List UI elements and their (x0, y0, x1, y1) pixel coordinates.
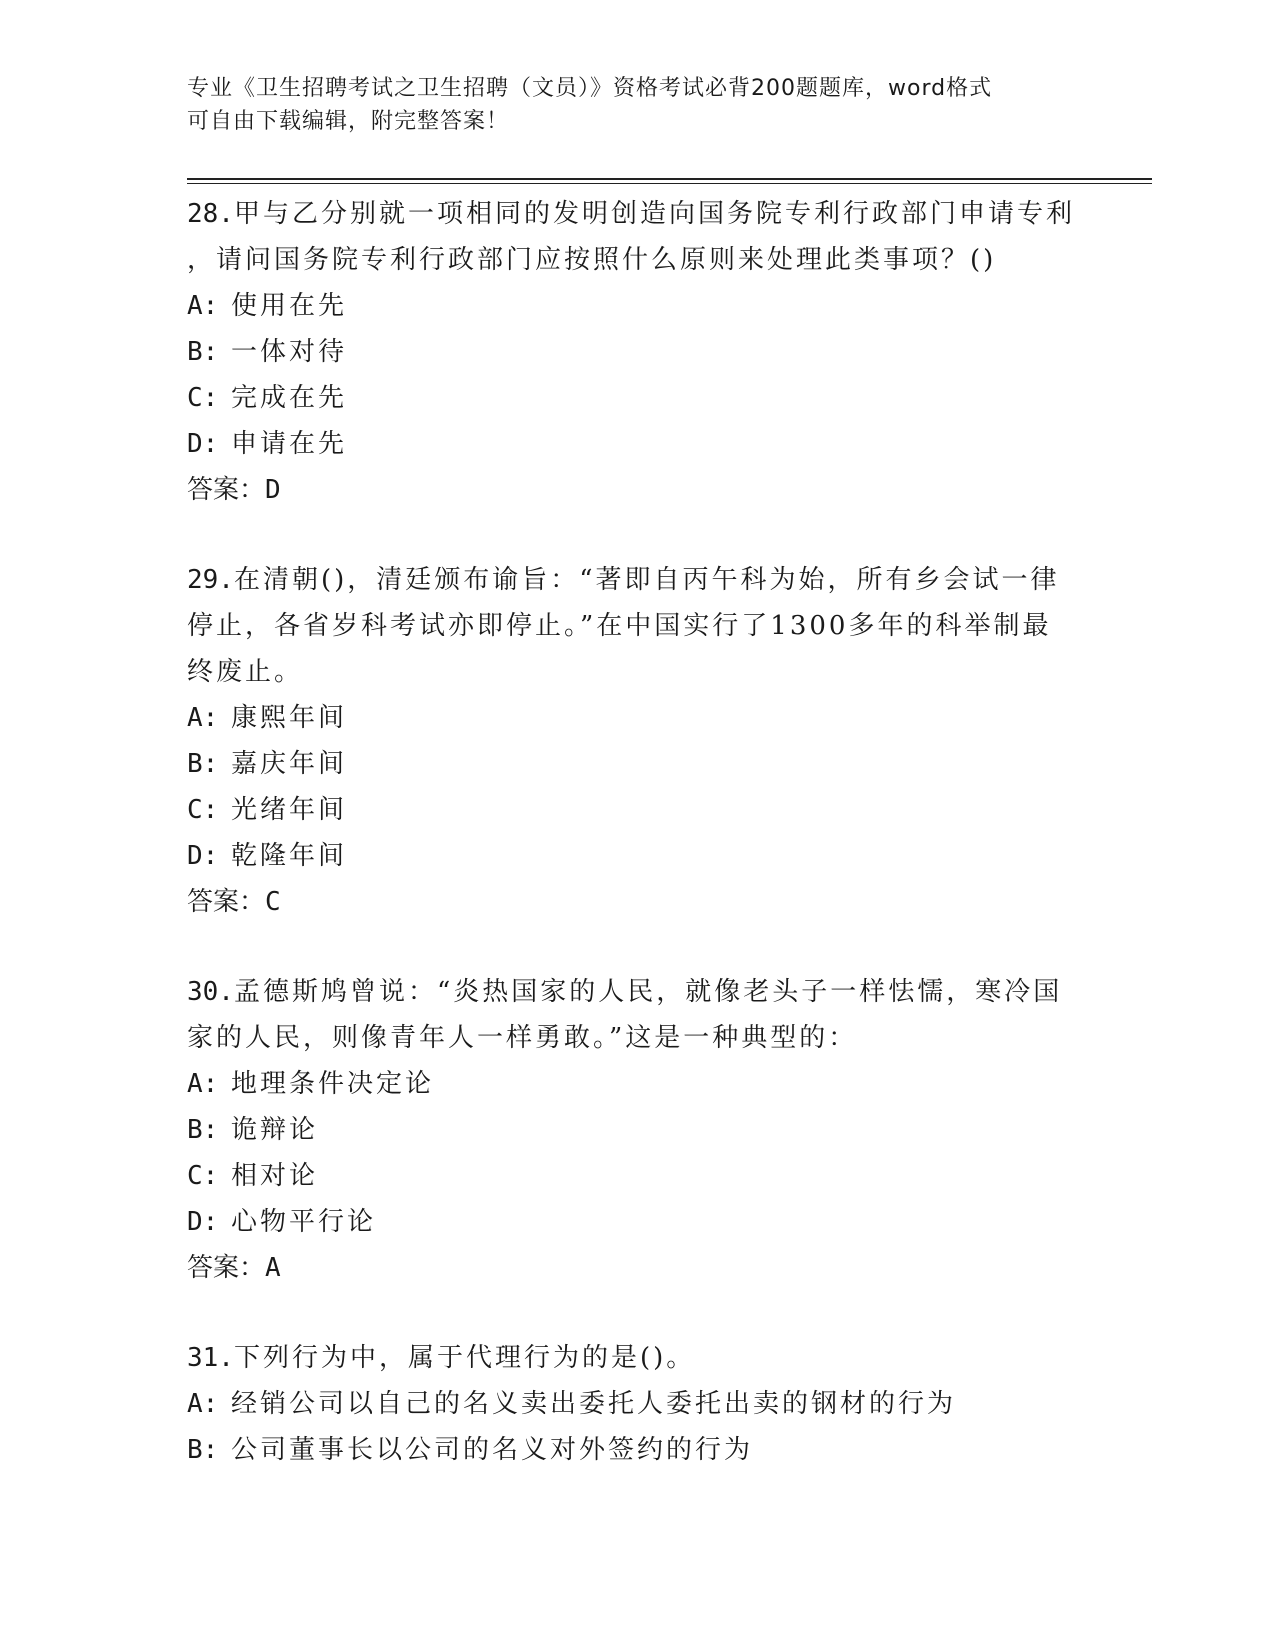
option-text: 乾隆年间 (231, 841, 348, 871)
question-stem (187, 969, 1087, 1061)
question-number: 28. (187, 199, 234, 229)
option-text: 嘉庆年间 (231, 749, 348, 779)
header-line-2: 可自由下载编辑，附完整答案！ (187, 109, 510, 134)
option-d (187, 1199, 1087, 1245)
option-text: 相对论 (231, 1161, 319, 1191)
answer-value: C (265, 887, 281, 917)
option-key: A: (187, 291, 219, 321)
document-header (187, 72, 1087, 138)
option-key: D: (187, 841, 219, 871)
option-text: 一体对待 (231, 337, 348, 367)
option-key: C: (187, 383, 219, 413)
option-key: C: (187, 1161, 219, 1191)
option-text: 地理条件决定论 (231, 1069, 435, 1099)
stem-line: 终废止。 (187, 657, 304, 687)
answer-label: 答案： (187, 887, 266, 917)
question-number: 30. (187, 977, 234, 1007)
option-b (187, 741, 1087, 787)
stem-line: 29.在清朝()，清廷颁布谕旨：“著即自丙午科为始，所有乡会试一律 (187, 565, 1060, 595)
option-a (187, 1381, 1087, 1427)
stem-line: 31.下列行为中，属于代理行为的是()。 (187, 1343, 696, 1373)
option-d (187, 833, 1087, 879)
option-text: 心物平行论 (231, 1207, 377, 1237)
answer-line (187, 879, 1087, 925)
stem-line: 28.甲与乙分别就一项相同的发明创造向国务院专利行政部门申请专利 (187, 199, 1075, 229)
answer-value: D (265, 475, 281, 505)
option-text: 经销公司以自己的名义卖出委托人委托出卖的钢材的行为 (231, 1389, 957, 1419)
option-key: D: (187, 429, 219, 459)
question-stem (187, 191, 1087, 283)
answer-label: 答案： (187, 475, 266, 505)
stem-line: 停止，各省岁科考试亦即停止。”在中国实行了1300多年的科举制最 (187, 611, 1052, 641)
question-number: 29. (187, 565, 234, 595)
option-c (187, 787, 1087, 833)
option-key: A: (187, 703, 219, 733)
option-text: 光绪年间 (231, 795, 348, 825)
option-text: 公司董事长以公司的名义对外签约的行为 (231, 1435, 754, 1465)
option-b (187, 1427, 1087, 1473)
question-list (187, 191, 1087, 1517)
option-key: B: (187, 1435, 219, 1465)
question-29 (187, 557, 1087, 925)
option-key: D: (187, 1207, 219, 1237)
option-text: 使用在先 (231, 291, 348, 321)
answer-line (187, 467, 1087, 513)
option-c (187, 1153, 1087, 1199)
option-key: B: (187, 337, 219, 367)
option-text: 申请在先 (231, 429, 348, 459)
header-divider-thin (187, 183, 1152, 184)
option-key: C: (187, 795, 219, 825)
question-30 (187, 969, 1087, 1291)
header-line-1: 专业《卫生招聘考试之卫生招聘（文员）》资格考试必背200题题库，word格式 (187, 76, 993, 101)
option-text: 完成在先 (231, 383, 348, 413)
option-key: A: (187, 1069, 219, 1099)
question-stem (187, 557, 1087, 695)
stem-line: 家的人民，则像青年人一样勇敢。”这是一种典型的： (187, 1023, 858, 1053)
answer-label: 答案： (187, 1253, 266, 1283)
option-text: 诡辩论 (231, 1115, 319, 1145)
stem-line: 30.孟德斯鸠曾说：“炎热国家的人民，就像老头子一样怯懦，寒冷国 (187, 977, 1063, 1007)
option-key: B: (187, 1115, 219, 1145)
option-c (187, 375, 1087, 421)
answer-value: A (265, 1253, 281, 1283)
option-b (187, 329, 1087, 375)
header-divider-thick (187, 178, 1152, 180)
option-a (187, 695, 1087, 741)
option-a (187, 1061, 1087, 1107)
question-number: 31. (187, 1343, 234, 1373)
option-b (187, 1107, 1087, 1153)
option-a (187, 283, 1087, 329)
option-key: B: (187, 749, 219, 779)
option-d (187, 421, 1087, 467)
stem-line: ，请问国务院专利行政部门应按照什么原则来处理此类事项？() (187, 245, 997, 275)
question-stem (187, 1335, 1087, 1381)
question-28 (187, 191, 1087, 513)
question-31 (187, 1335, 1087, 1473)
answer-line (187, 1245, 1087, 1291)
option-key: A: (187, 1389, 219, 1419)
option-text: 康熙年间 (231, 703, 348, 733)
